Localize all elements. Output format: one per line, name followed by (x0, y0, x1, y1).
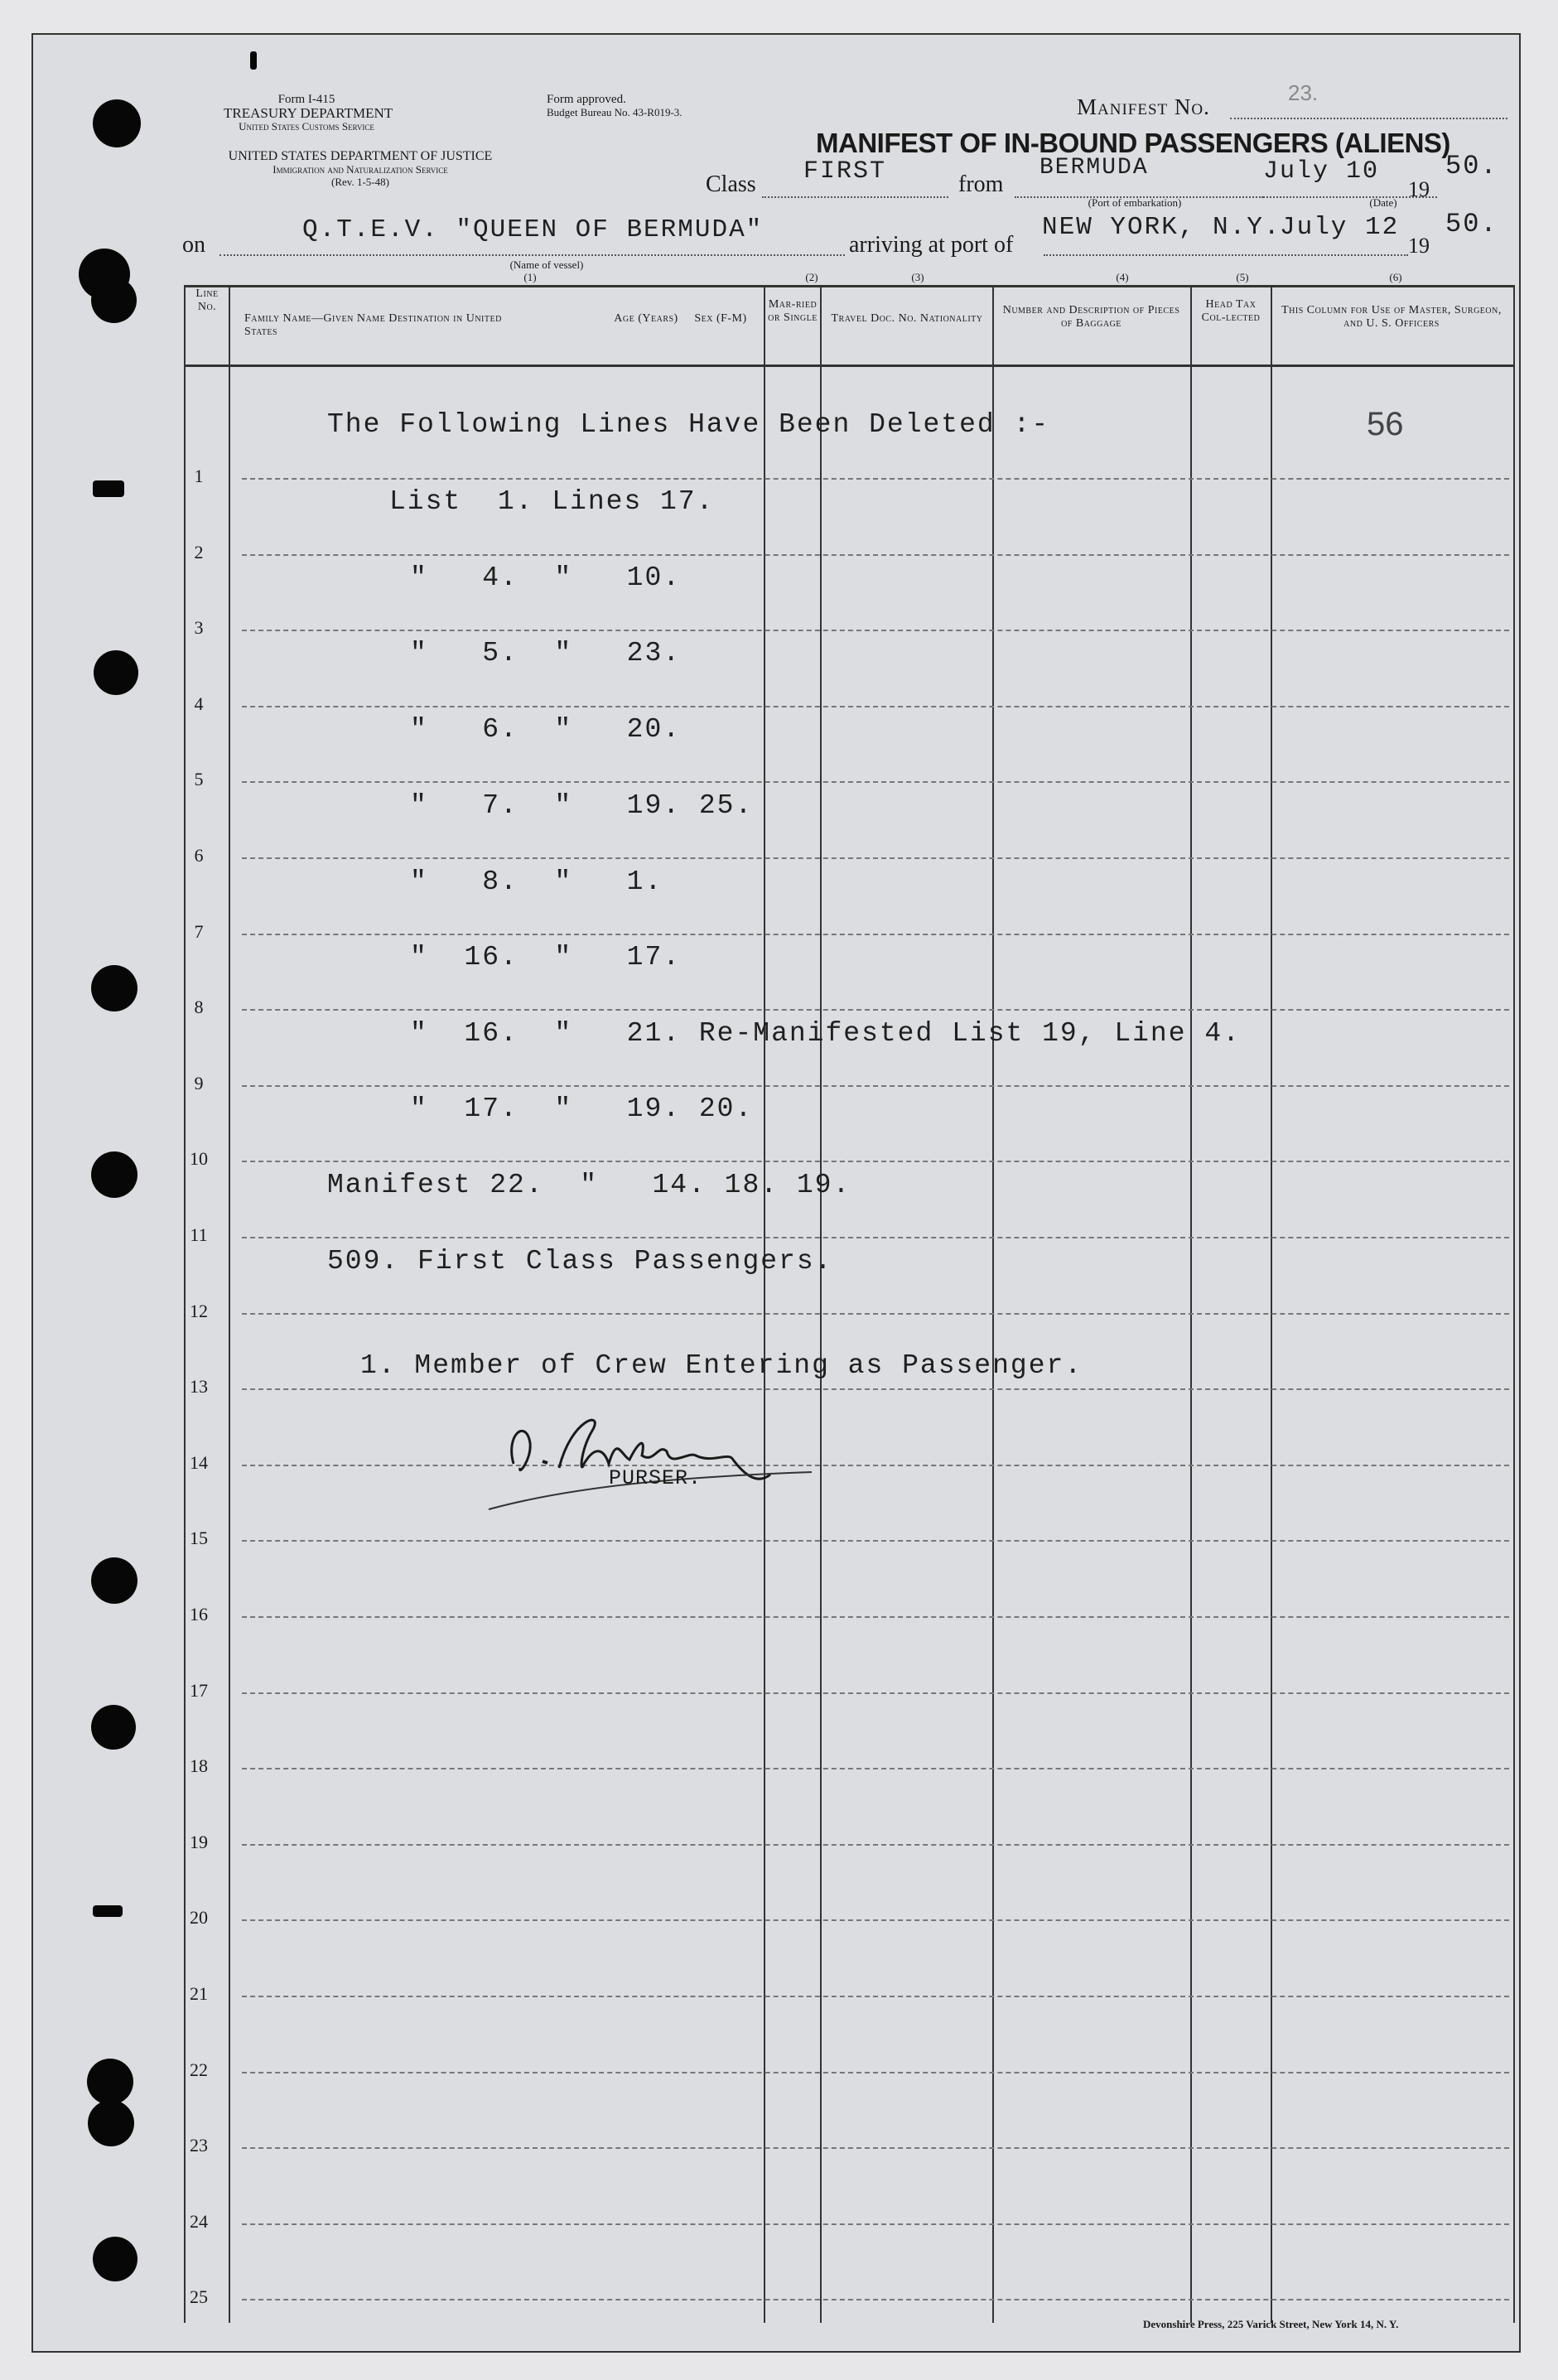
depart-year-prefix: 19 (1408, 177, 1430, 201)
punch-hole (91, 965, 137, 1011)
row-number: 1 (194, 466, 204, 486)
entry-line-6: " 7. " 19. 25. (410, 790, 754, 821)
row-number: 24 (190, 2210, 208, 2232)
manifest-no-label: Manifest No. (1077, 94, 1210, 119)
arrival-year-prefix: 19 (1408, 234, 1430, 258)
col-number-6: (6) (1389, 271, 1402, 283)
header-travel-doc: Travel Doc. No. Nationality (831, 312, 983, 325)
row-line (242, 554, 1509, 556)
entry-line-11: Manifest 22. " 14. 18. 19. (327, 1170, 851, 1200)
arrival-port: NEW YORK, N.Y. (1042, 213, 1281, 242)
punch-hole (94, 650, 138, 695)
signature-title: PURSER. (609, 1466, 702, 1490)
col-number-4: (4) (1116, 271, 1129, 283)
header-name: Family Name—Given Name Destination in United States (244, 312, 502, 338)
row-line (242, 934, 1509, 935)
row-number: 2 (194, 541, 204, 562)
customs-service: United States Customs Service (239, 120, 374, 133)
col-number-2: (2) (805, 271, 818, 283)
row-number: 25 (190, 2286, 208, 2308)
row-line (242, 1009, 1509, 1011)
row-line (242, 1465, 1509, 1466)
entry-line-5: " 6. " 20. (410, 714, 682, 745)
purser-signature (480, 1385, 828, 1534)
row-number: 14 (190, 1451, 208, 1473)
row-number: 10 (190, 1148, 208, 1170)
row-line (242, 1161, 1509, 1162)
col-number-3: (3) (911, 271, 924, 283)
row-number: 5 (194, 769, 204, 790)
row-number: 19 (190, 1831, 208, 1852)
header-baggage: Number and Description of Pieces of Baggage (1002, 304, 1180, 330)
punch-hole (91, 1151, 137, 1198)
punch-hole (91, 1705, 136, 1750)
row-line (242, 781, 1509, 783)
arrival-year: 50. (1445, 209, 1498, 239)
row-number: 15 (190, 1528, 208, 1549)
class-value: FIRST (803, 157, 887, 186)
punch-mark (93, 1905, 123, 1917)
row-line (242, 706, 1509, 707)
entry-line-9: " 16. " 21. Re-Manifested List 19, Line 4. (410, 1018, 1241, 1049)
punch-mark (93, 480, 124, 497)
row-number: 11 (190, 1224, 208, 1245)
row-line (242, 857, 1509, 859)
row-line (242, 1237, 1509, 1238)
row-number: 6 (194, 845, 204, 866)
row-number: 13 (190, 1376, 208, 1398)
entry-line-1: The Following Lines Have Been Deleted :- (327, 409, 1050, 440)
entry-line-3: " 4. " 10. (410, 562, 682, 593)
row-number: 8 (194, 997, 204, 1018)
header-age: Age (Years) (614, 312, 678, 325)
row-number: 21 (190, 1983, 208, 2004)
arriving-label: arriving at port of (849, 232, 1014, 258)
row-line (242, 1085, 1509, 1087)
row-line (242, 478, 1509, 480)
depart-year: 50. (1445, 151, 1498, 181)
row-line (242, 2072, 1509, 2073)
row-number: 20 (190, 1907, 208, 1929)
form-number: Form I-415 (277, 93, 335, 106)
row-number: 17 (190, 1679, 208, 1701)
col-number-5: (5) (1236, 271, 1249, 283)
row-line (242, 2299, 1509, 2300)
from-label: from (958, 171, 1004, 197)
header-married: Mar-ried or Single (768, 298, 818, 324)
row-number: 12 (190, 1300, 208, 1321)
ins-service: Immigration and Naturalization Service (273, 163, 448, 176)
header-officers: This Column for Use of Master, Surgeon, and U. S. Officers (1281, 304, 1502, 330)
punch-hole (87, 2059, 133, 2105)
manifest-page (31, 33, 1521, 2353)
entry-line-12: 509. First Class Passengers. (327, 1246, 833, 1277)
justice-dept: UNITED STATES DEPARTMENT OF JUSTICE (228, 149, 493, 163)
row-line (242, 1388, 1509, 1390)
row-line (242, 1768, 1509, 1769)
row-line (242, 1313, 1509, 1315)
row-number: 23 (190, 2135, 208, 2156)
vessel-caption: (Name of vessel) (509, 258, 584, 271)
depart-date: July 10 (1263, 157, 1380, 186)
row-line (242, 630, 1509, 631)
punch-hole (93, 2237, 137, 2281)
printer-credit: Devonshire Press, 225 Varick Street, New York 14, N. Y. (1143, 2318, 1399, 2330)
row-number: 7 (194, 920, 204, 942)
punch-mark (250, 51, 257, 70)
vessel-name: Q.T.E.V. "QUEEN OF BERMUDA" (302, 215, 764, 244)
row-line (242, 1919, 1509, 1921)
row-number: 4 (194, 693, 204, 714)
arrival-date: July 12 (1280, 213, 1400, 242)
row-number: 3 (194, 617, 204, 639)
punch-hole (93, 99, 141, 147)
on-label: on (182, 232, 205, 258)
port-embarkation-caption: (Port of embarkation) (1088, 196, 1182, 209)
budget-bureau: Budget Bureau No. 43-R019-3. (547, 106, 683, 118)
revision: (Rev. 1-5-48) (331, 176, 389, 188)
row-number: 18 (190, 1755, 208, 1777)
punch-hole (88, 2100, 134, 2146)
class-label: Class (706, 171, 756, 197)
row-number: 16 (190, 1604, 208, 1624)
entry-line-4: " 5. " 23. (410, 638, 682, 669)
treasury-dept: TREASURY DEPARTMENT (224, 105, 393, 121)
row-line (242, 1996, 1509, 1997)
row-line (242, 2147, 1509, 2149)
row-line (242, 2223, 1509, 2225)
entry-line-7: " 8. " 1. (410, 867, 663, 897)
officer-count: 56 (1367, 406, 1404, 442)
entry-line-8: " 16. " 17. (410, 942, 682, 973)
col-number-1: (1) (523, 271, 537, 283)
form-title: MANIFEST OF IN-BOUND PASSENGERS (ALIENS) (816, 128, 1450, 158)
form-approved: Form approved. (547, 93, 626, 106)
row-line (242, 1692, 1509, 1694)
row-line (242, 1540, 1509, 1542)
header-head-tax: Head Tax Col-lected (1201, 298, 1261, 324)
row-number: 22 (190, 2059, 208, 2080)
punch-hole (91, 278, 137, 323)
entry-line-2: List 1. Lines 17. (389, 486, 715, 517)
entry-line-10: " 17. " 19. 20. (410, 1093, 754, 1124)
date-caption: (Date) (1369, 196, 1397, 209)
manifest-no-value: 23. (1288, 80, 1319, 105)
header-sex: Sex (F-M) (694, 312, 747, 325)
punch-hole (91, 1557, 137, 1604)
from-value: BERMUDA (1039, 155, 1149, 181)
row-line (242, 1616, 1509, 1618)
header-line-no: Line No. (195, 287, 219, 313)
row-number: 9 (194, 1072, 204, 1093)
entry-line-13: 1. Member of Crew Entering as Passenger. (360, 1350, 1083, 1381)
row-line (242, 1844, 1509, 1846)
